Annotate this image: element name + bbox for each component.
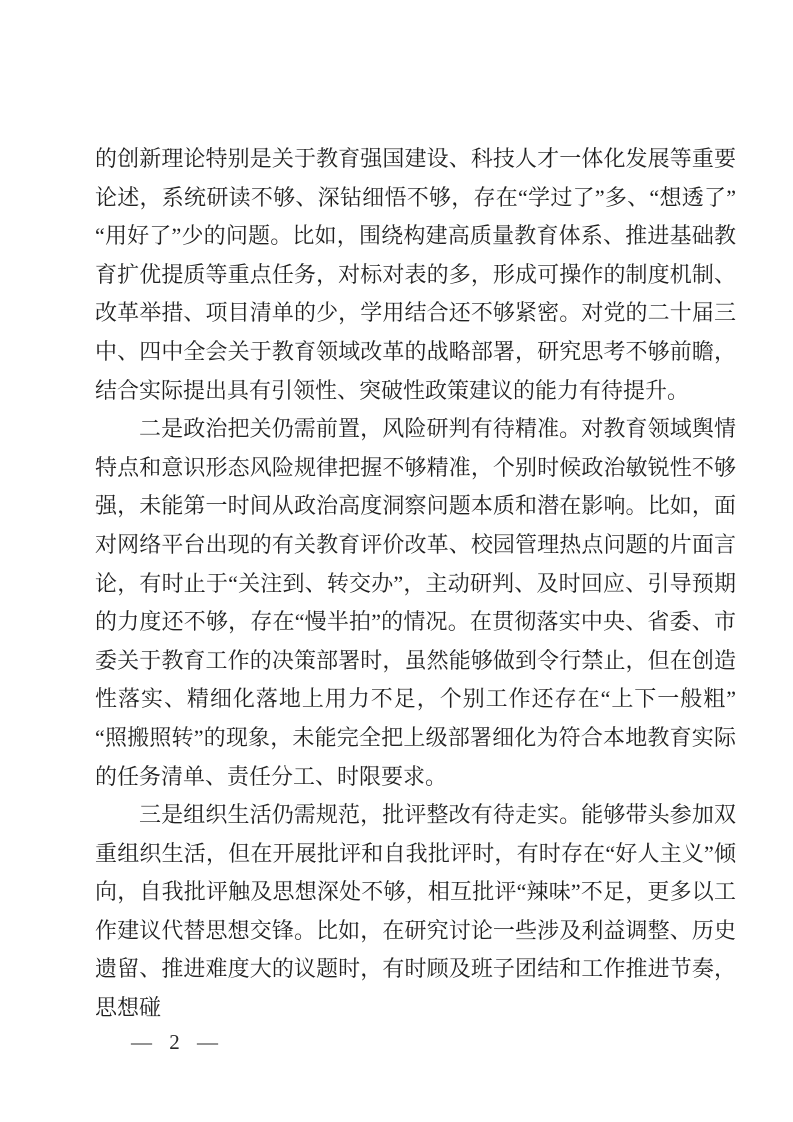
document-body (95, 140, 736, 1028)
page-number: — 2 — (131, 1030, 221, 1054)
body-paragraph: 二是政治把关仍需前置，风险研判有待精准。对教育领域舆情特点和意识形态风险规律把握不够精准，个别时候政治敏锐性不够强，未能第一时间从政治高度洞察问题本质和潜在影响。比如，面对网络平台出现的有关教育评价改革、校园管理热点问题的片面言论，有时止于“关注到、转交办”，主动研判、及时回应、引导预期的力度还不够，存在“慢半拍”的情况。在贯彻落实中央、省委、市委关于教育工作的决策部署时，虽然能够做到令行禁止，但在创造性落实、精细化落地上用力不足，个别工作还存在“上下一般粗”“照搬照转”的现象，未能完全把上级部署细化为符合本地教育实际的任务清单、责任分工、时限要求。 (95, 416, 736, 789)
body-paragraph: 的创新理论特别是关于教育强国建设、科技人才一体化发展等重要论述，系统研读不够、深钻细悟不够，存在“学过了”多、“想透了”“用好了”少的问题。比如，围绕构建高质量教育体系、推进基础教育扩优提质等重点任务，对标对表的多，形成可操作的制度机制、改革举措、项目清单的少，学用结合还不够紧密。对党的二十届三中、四中全会关于教育领域改革的战略部署，研究思考不够前瞻，结合实际提出具有引领性、突破性政策建议的能力有待提升。 (95, 146, 736, 403)
body-paragraph: 三是组织生活仍需规范，批评整改有待走实。能够带头参加双重组织生活，但在开展批评和自我批评时，有时存在“好人主义”倾向，自我批评触及思想深处不够，相互批评“辣味”不足，更多以工作建议代替思想交锋。比如，在研究讨论一些涉及利益调整、历史遗留、推进难度大的议题时，有时顾及班子团结和工作推进节奏，思想碰 (95, 802, 736, 1021)
